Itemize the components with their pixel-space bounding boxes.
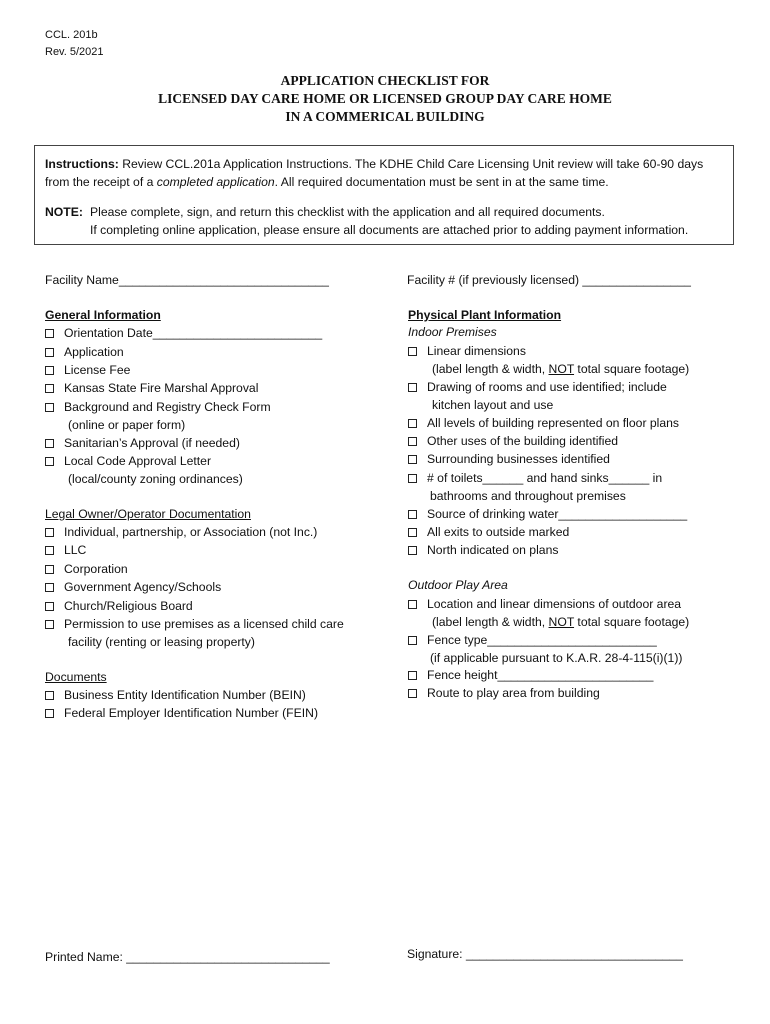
checklist-item[interactable] <box>45 543 86 557</box>
checkbox[interactable] <box>45 439 54 448</box>
checkbox[interactable] <box>45 403 54 412</box>
item-label: Sanitarian’s Approval (if needed) <box>64 436 240 450</box>
checklist-item[interactable] <box>408 597 681 611</box>
note-line-2: If completing online application, please ensure all documents are attached prior to adding payment information. <box>90 223 689 237</box>
note-label: NOTE: <box>45 205 83 219</box>
note-line-1: Please complete, sign, and return this checklist with the application and all required documents. <box>90 205 605 219</box>
checkbox[interactable] <box>408 689 417 698</box>
item-continuation: (online or paper form) <box>68 418 186 432</box>
checkbox[interactable] <box>45 528 54 537</box>
documents-heading: Documents <box>45 670 107 684</box>
item-label: All exits to outside marked <box>427 525 570 539</box>
checklist-item[interactable] <box>45 454 211 468</box>
instructions-text-2b: . All required documentation must be sent in at the same time. <box>274 175 609 189</box>
facility-name-field[interactable]: Facility Name_______________________________ <box>45 273 329 287</box>
item-label: Kansas State Fire Marshal Approval <box>64 381 259 395</box>
checklist-item[interactable] <box>408 380 667 394</box>
physical-plant-heading: Physical Plant Information <box>408 308 562 322</box>
continuation-text: (label length & width, <box>432 362 549 376</box>
checkbox[interactable] <box>45 565 54 574</box>
checklist-item[interactable] <box>408 543 558 557</box>
checkbox[interactable] <box>408 419 417 428</box>
item-label: Local Code Approval Letter <box>64 454 212 468</box>
instructions-text-2a: from the receipt of a <box>45 175 157 189</box>
instructions-line-2 <box>45 175 609 189</box>
checklist-item[interactable] <box>45 706 318 720</box>
checklist-item[interactable] <box>45 363 130 377</box>
item-label: Church/Religious Board <box>64 599 193 613</box>
item-label: Permission to use premises as a licensed child care <box>64 617 344 631</box>
facility-number-field[interactable]: Facility # (if previously licensed) ________________ <box>407 273 691 287</box>
checklist-item[interactable] <box>45 688 306 702</box>
checklist-item[interactable] <box>408 416 679 430</box>
not-emphasis: NOT <box>548 362 575 376</box>
checkbox[interactable] <box>408 636 417 645</box>
checkbox[interactable] <box>45 366 54 375</box>
checkbox[interactable] <box>408 528 417 537</box>
continuation-text: total square footage) <box>574 362 690 376</box>
checklist-item[interactable] <box>408 507 687 521</box>
checkbox[interactable] <box>408 474 417 483</box>
item-continuation <box>432 362 689 376</box>
item-continuation: bathrooms and throughout premises <box>430 489 626 503</box>
item-label: Drawing of rooms and use identified; include <box>427 380 667 394</box>
item-label: All levels of building represented on floor plans <box>427 416 680 430</box>
checkbox[interactable] <box>45 691 54 700</box>
item-label: # of toilets______ and hand sinks______ in <box>427 471 663 485</box>
checklist-item[interactable] <box>408 668 653 682</box>
outdoor-play-area-heading: Outdoor Play Area <box>408 578 508 592</box>
item-label: Business Entity Identification Number (BEIN) <box>64 688 306 702</box>
revision-date: Rev. 5/2021 <box>45 46 104 58</box>
instructions-line-1 <box>45 157 703 171</box>
item-label: Orientation Date_________________________ <box>64 326 323 340</box>
checkbox[interactable] <box>45 602 54 611</box>
checklist-item[interactable] <box>45 436 240 450</box>
checklist-item[interactable] <box>45 345 124 359</box>
item-label: Fence height_______________________ <box>427 668 654 682</box>
item-label: Surrounding businesses identified <box>427 452 610 466</box>
item-continuation: facility (renting or leasing property) <box>68 635 255 649</box>
continuation-text: total square footage) <box>574 615 690 629</box>
item-label: License Fee <box>64 363 131 377</box>
checklist-item[interactable] <box>45 381 258 395</box>
instructions-text-1: Review CCL.201a Application Instructions. The KDHE Child Care Licensing Unit review will take 60-90 days <box>118 157 704 171</box>
printed-name-field[interactable]: Printed Name: ______________________________ <box>45 950 330 964</box>
item-label: LLC <box>64 543 87 557</box>
item-label: Location and linear dimensions of outdoor area <box>427 597 682 611</box>
checkbox[interactable] <box>45 620 54 629</box>
not-emphasis: NOT <box>548 615 575 629</box>
continuation-text: (label length & width, <box>432 615 549 629</box>
checklist-item[interactable] <box>45 400 271 414</box>
item-label: Linear dimensions <box>427 344 526 358</box>
checklist-item[interactable] <box>45 525 317 539</box>
checkbox[interactable] <box>45 457 54 466</box>
checklist-item[interactable] <box>45 617 344 631</box>
checkbox[interactable] <box>408 383 417 392</box>
checkbox[interactable] <box>45 329 54 338</box>
item-label: Other uses of the building identified <box>427 434 619 448</box>
checklist-item[interactable] <box>408 525 569 539</box>
item-label: Fence type_________________________ <box>427 633 657 647</box>
checklist-item[interactable] <box>408 471 662 485</box>
checkbox[interactable] <box>408 347 417 356</box>
checklist-item[interactable] <box>408 434 618 448</box>
checkbox[interactable] <box>408 437 417 446</box>
item-label: Federal Employer Identification Number (FEIN) <box>64 706 318 720</box>
checklist-item[interactable] <box>45 580 221 594</box>
item-label: Source of drinking water___________________ <box>427 507 688 521</box>
general-information-heading: General Information <box>45 308 161 322</box>
item-label: Government Agency/Schools <box>64 580 222 594</box>
legal-owner-heading: Legal Owner/Operator Documentation <box>45 507 251 521</box>
item-label: Application <box>64 345 124 359</box>
item-label: North indicated on plans <box>427 543 559 557</box>
item-label: Route to play area from building <box>427 686 600 700</box>
checklist-item[interactable] <box>45 326 322 340</box>
checklist-item[interactable] <box>45 599 193 613</box>
checkbox[interactable] <box>408 671 417 680</box>
checkbox[interactable] <box>45 709 54 718</box>
checkbox[interactable] <box>45 546 54 555</box>
checklist-item[interactable] <box>45 562 128 576</box>
form-code: CCL. 201b <box>45 29 98 41</box>
item-continuation: (local/county zoning ordinances) <box>68 472 243 486</box>
title-line-3: IN A COMMERICAL BUILDING <box>285 109 485 124</box>
item-continuation: (if applicable pursuant to K.A.R. 28-4-115(i)(1)) <box>430 651 683 665</box>
indoor-premises-heading: Indoor Premises <box>408 325 497 339</box>
instructions-label: Instructions: <box>45 157 119 171</box>
title-line-2: LICENSED DAY CARE HOME OR LICENSED GROUP DAY CARE HOME <box>158 91 612 106</box>
signature-field[interactable]: Signature: ________________________________ <box>407 947 683 961</box>
checklist-item[interactable] <box>408 633 657 647</box>
checkbox[interactable] <box>408 455 417 464</box>
item-continuation <box>432 615 689 629</box>
checkbox[interactable] <box>45 583 54 592</box>
checklist-item[interactable] <box>408 686 600 700</box>
checklist-item[interactable] <box>408 452 610 466</box>
item-label: Corporation <box>64 562 128 576</box>
title-line-1: APPLICATION CHECKLIST FOR <box>280 73 490 88</box>
item-label: Individual, partnership, or Association (not Inc.) <box>64 525 318 539</box>
checkbox[interactable] <box>408 546 417 555</box>
completed-application-text: completed application <box>156 175 275 189</box>
checkbox[interactable] <box>45 384 54 393</box>
checkbox[interactable] <box>45 348 54 357</box>
item-continuation: kitchen layout and use <box>432 398 554 412</box>
checkbox[interactable] <box>408 510 417 519</box>
checklist-item[interactable] <box>408 344 526 358</box>
item-label: Background and Registry Check Form <box>64 400 271 414</box>
checkbox[interactable] <box>408 600 417 609</box>
